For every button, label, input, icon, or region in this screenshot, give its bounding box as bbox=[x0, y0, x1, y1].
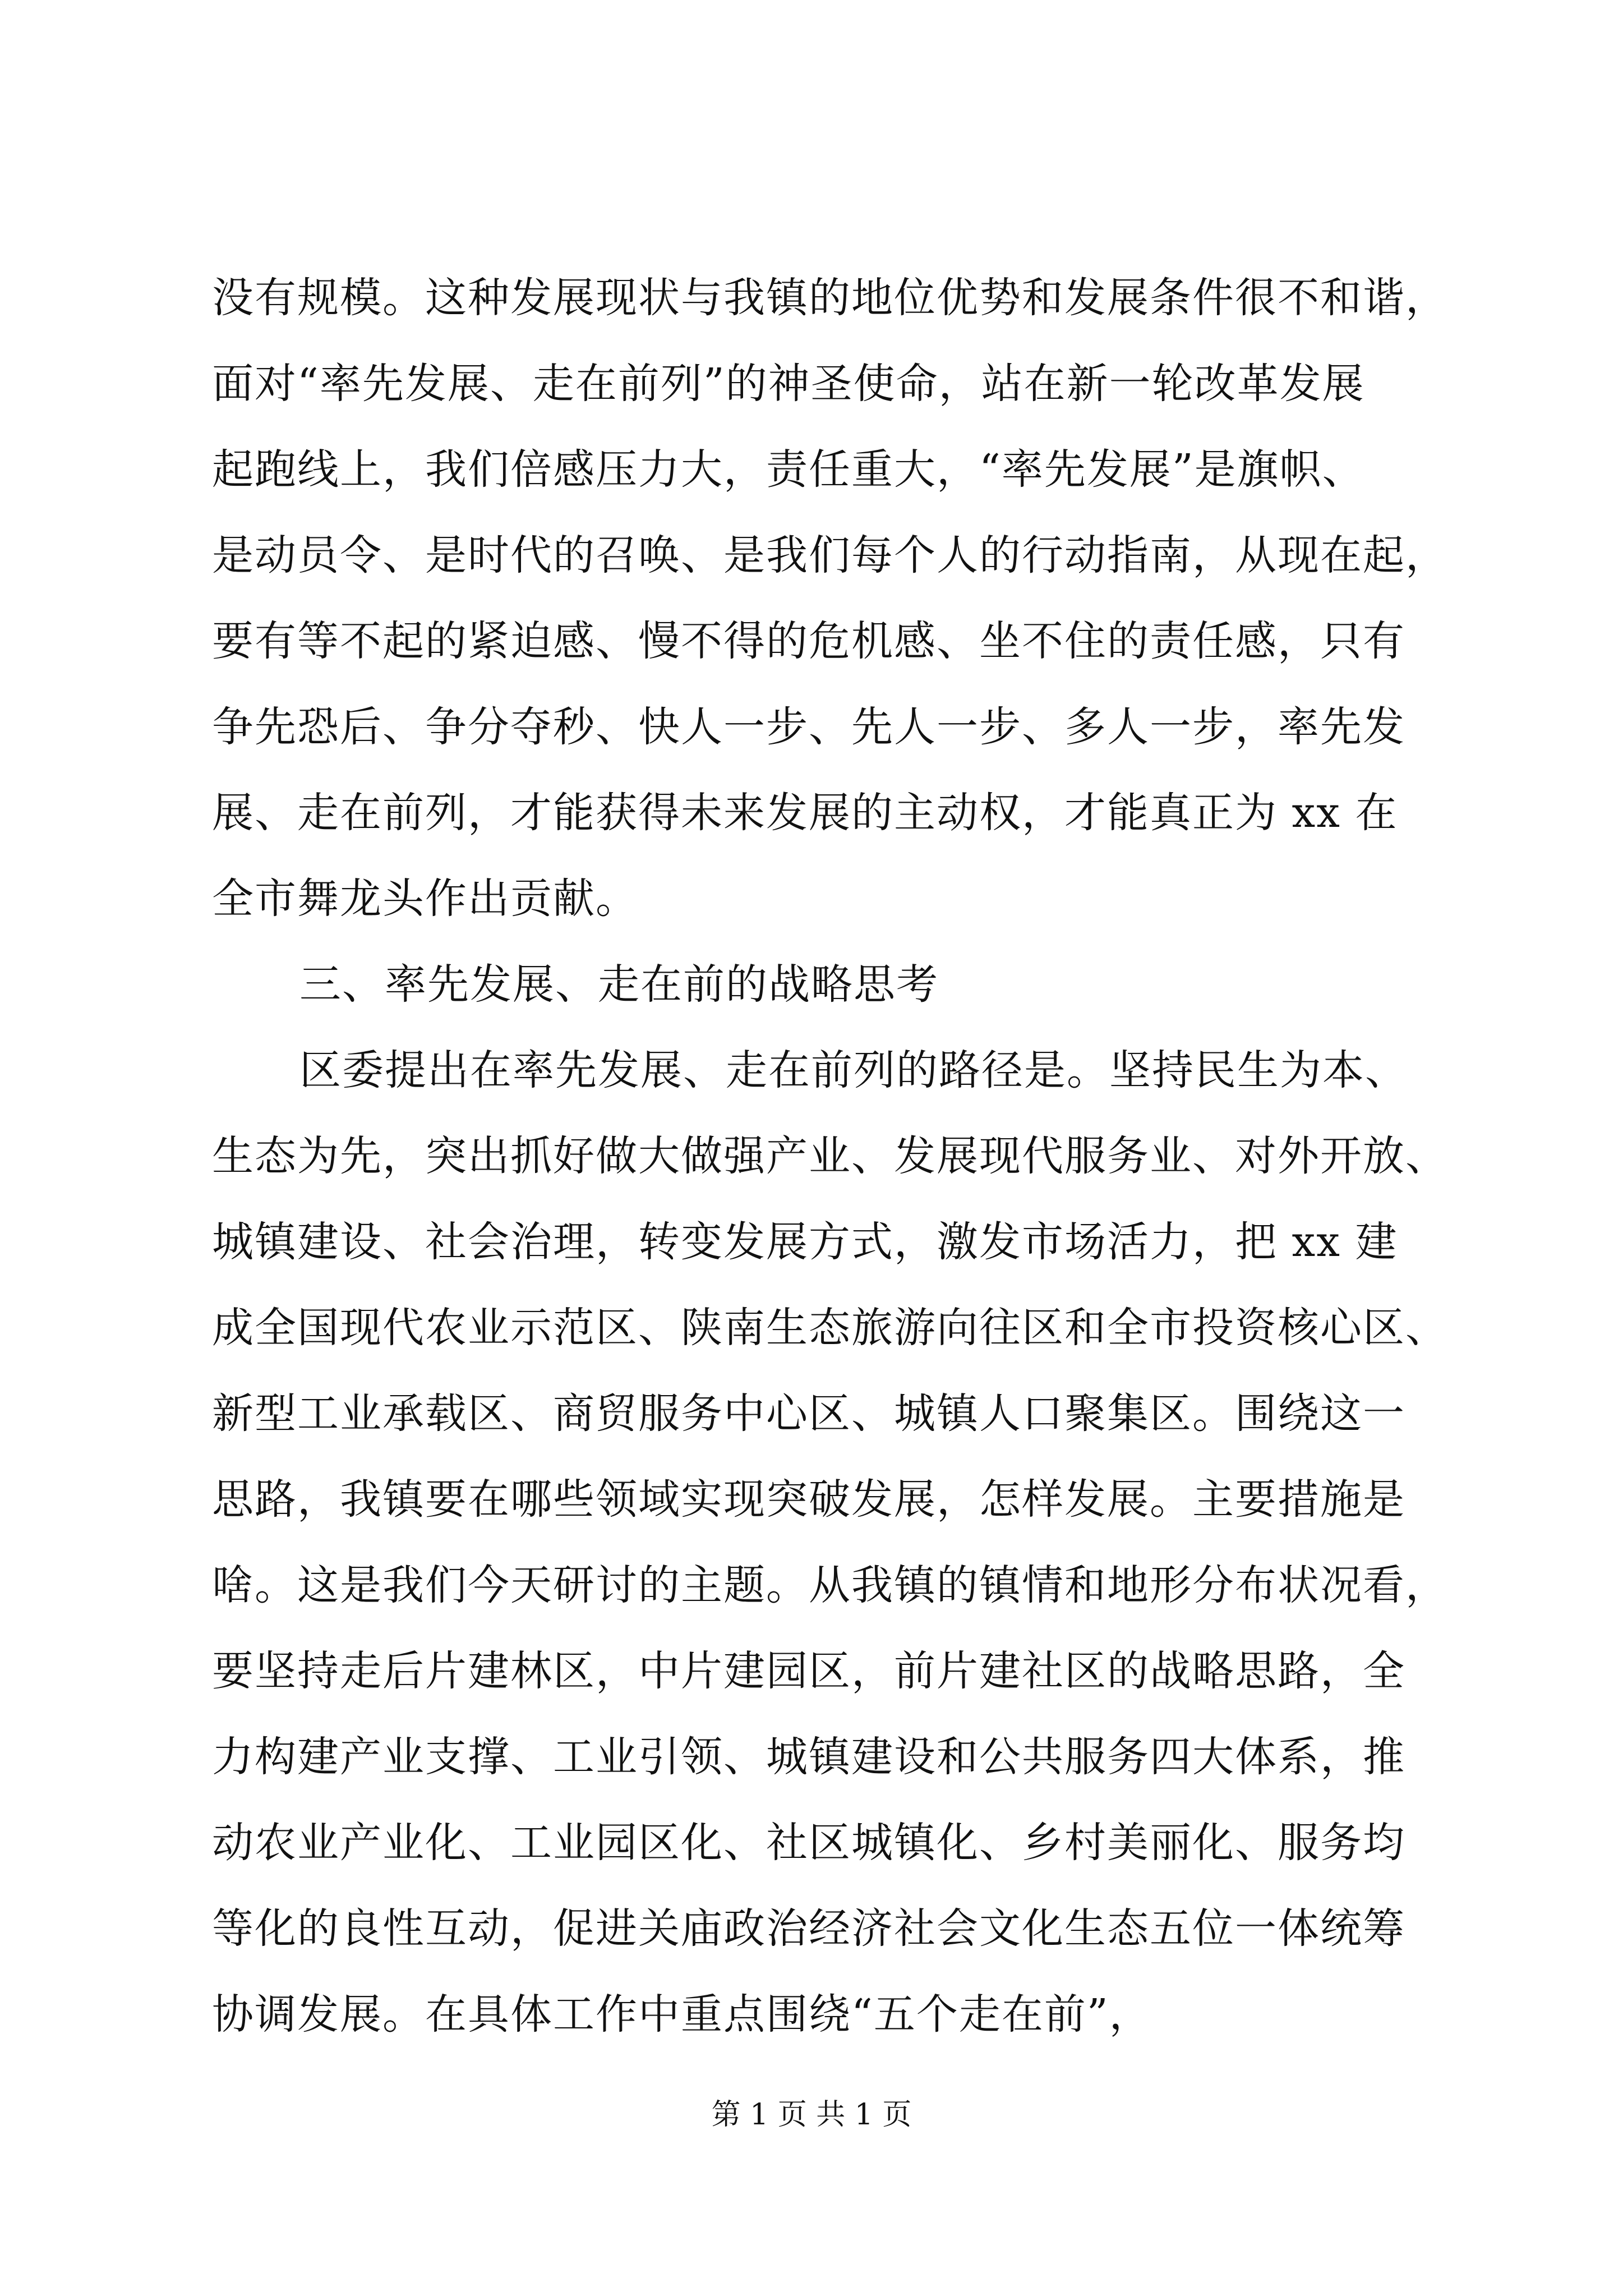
text-line: 协调发展。在具体工作中重点围绕“五个走在前”， bbox=[212, 1990, 1152, 2039]
text-line: 成全国现代农业示范区、陕南生态旅游向往区和全市投资核心区、 bbox=[212, 1304, 1448, 1352]
text-line: 要有等不起的紧迫感、慢不得的危机感、坐不住的责任感，只有 bbox=[212, 617, 1405, 665]
text-line: 动农业产业化、工业园区化、社区城镇化、乡村美丽化、服务均 bbox=[212, 1819, 1405, 1867]
text-line: 思路，我镇要在哪些领域实现突破发展，怎样发展。主要措施是 bbox=[212, 1475, 1405, 1524]
text-line: 区委提出在率先发展、走在前列的路径是。坚持民生为本、 bbox=[299, 1046, 1408, 1094]
text-line: 争先恐后、争分夺秒、快人一步、先人一步、多人一步，率先发 bbox=[212, 703, 1405, 751]
document-body bbox=[212, 255, 1448, 2058]
text-line: 要坚持走后片建林区，中片建园区，前片建社区的战略思路，全 bbox=[212, 1647, 1405, 1695]
text-line: 没有规模。这种发展现状与我镇的地位优势和发展条件很不和谐， bbox=[212, 274, 1448, 322]
text-line: 展、走在前列，才能获得未来发展的主动权，才能真正为 xx 在 bbox=[212, 789, 1398, 837]
page-number-footer: 第 1 页 共 1 页 bbox=[711, 2098, 912, 2132]
text-line: 啥。这是我们今天研讨的主题。从我镇的镇情和地形分布状况看， bbox=[212, 1561, 1448, 1609]
text-line: 城镇建设、社会治理，转变发展方式，激发市场活力，把 xx 建 bbox=[212, 1218, 1398, 1266]
section-heading: 三、率先发展、走在前的战略思考 bbox=[299, 960, 939, 1009]
text-line: 起跑线上，我们倍感压力大，责任重大，“率先发展”是旗帜、 bbox=[212, 445, 1365, 494]
text-line: 面对“率先发展、走在前列”的神圣使命，站在新一轮改革发展 bbox=[212, 360, 1365, 408]
text-line: 全市舞龙头作出贡献。 bbox=[212, 875, 638, 923]
text-line: 力构建产业支撑、工业引领、城镇建设和公共服务四大体系，推 bbox=[212, 1733, 1405, 1781]
text-line: 是动员令、是时代的召唤、是我们每个人的行动指南，从现在起， bbox=[212, 531, 1448, 579]
text-line: 生态为先，突出抓好做大做强产业、发展现代服务业、对外开放、 bbox=[212, 1132, 1448, 1180]
text-line: 新型工业承载区、商贸服务中心区、城镇人口聚集区。围绕这一 bbox=[212, 1389, 1405, 1438]
text-line: 等化的良性互动，促进关庙政治经济社会文化生态五位一体统筹 bbox=[212, 1904, 1405, 1953]
